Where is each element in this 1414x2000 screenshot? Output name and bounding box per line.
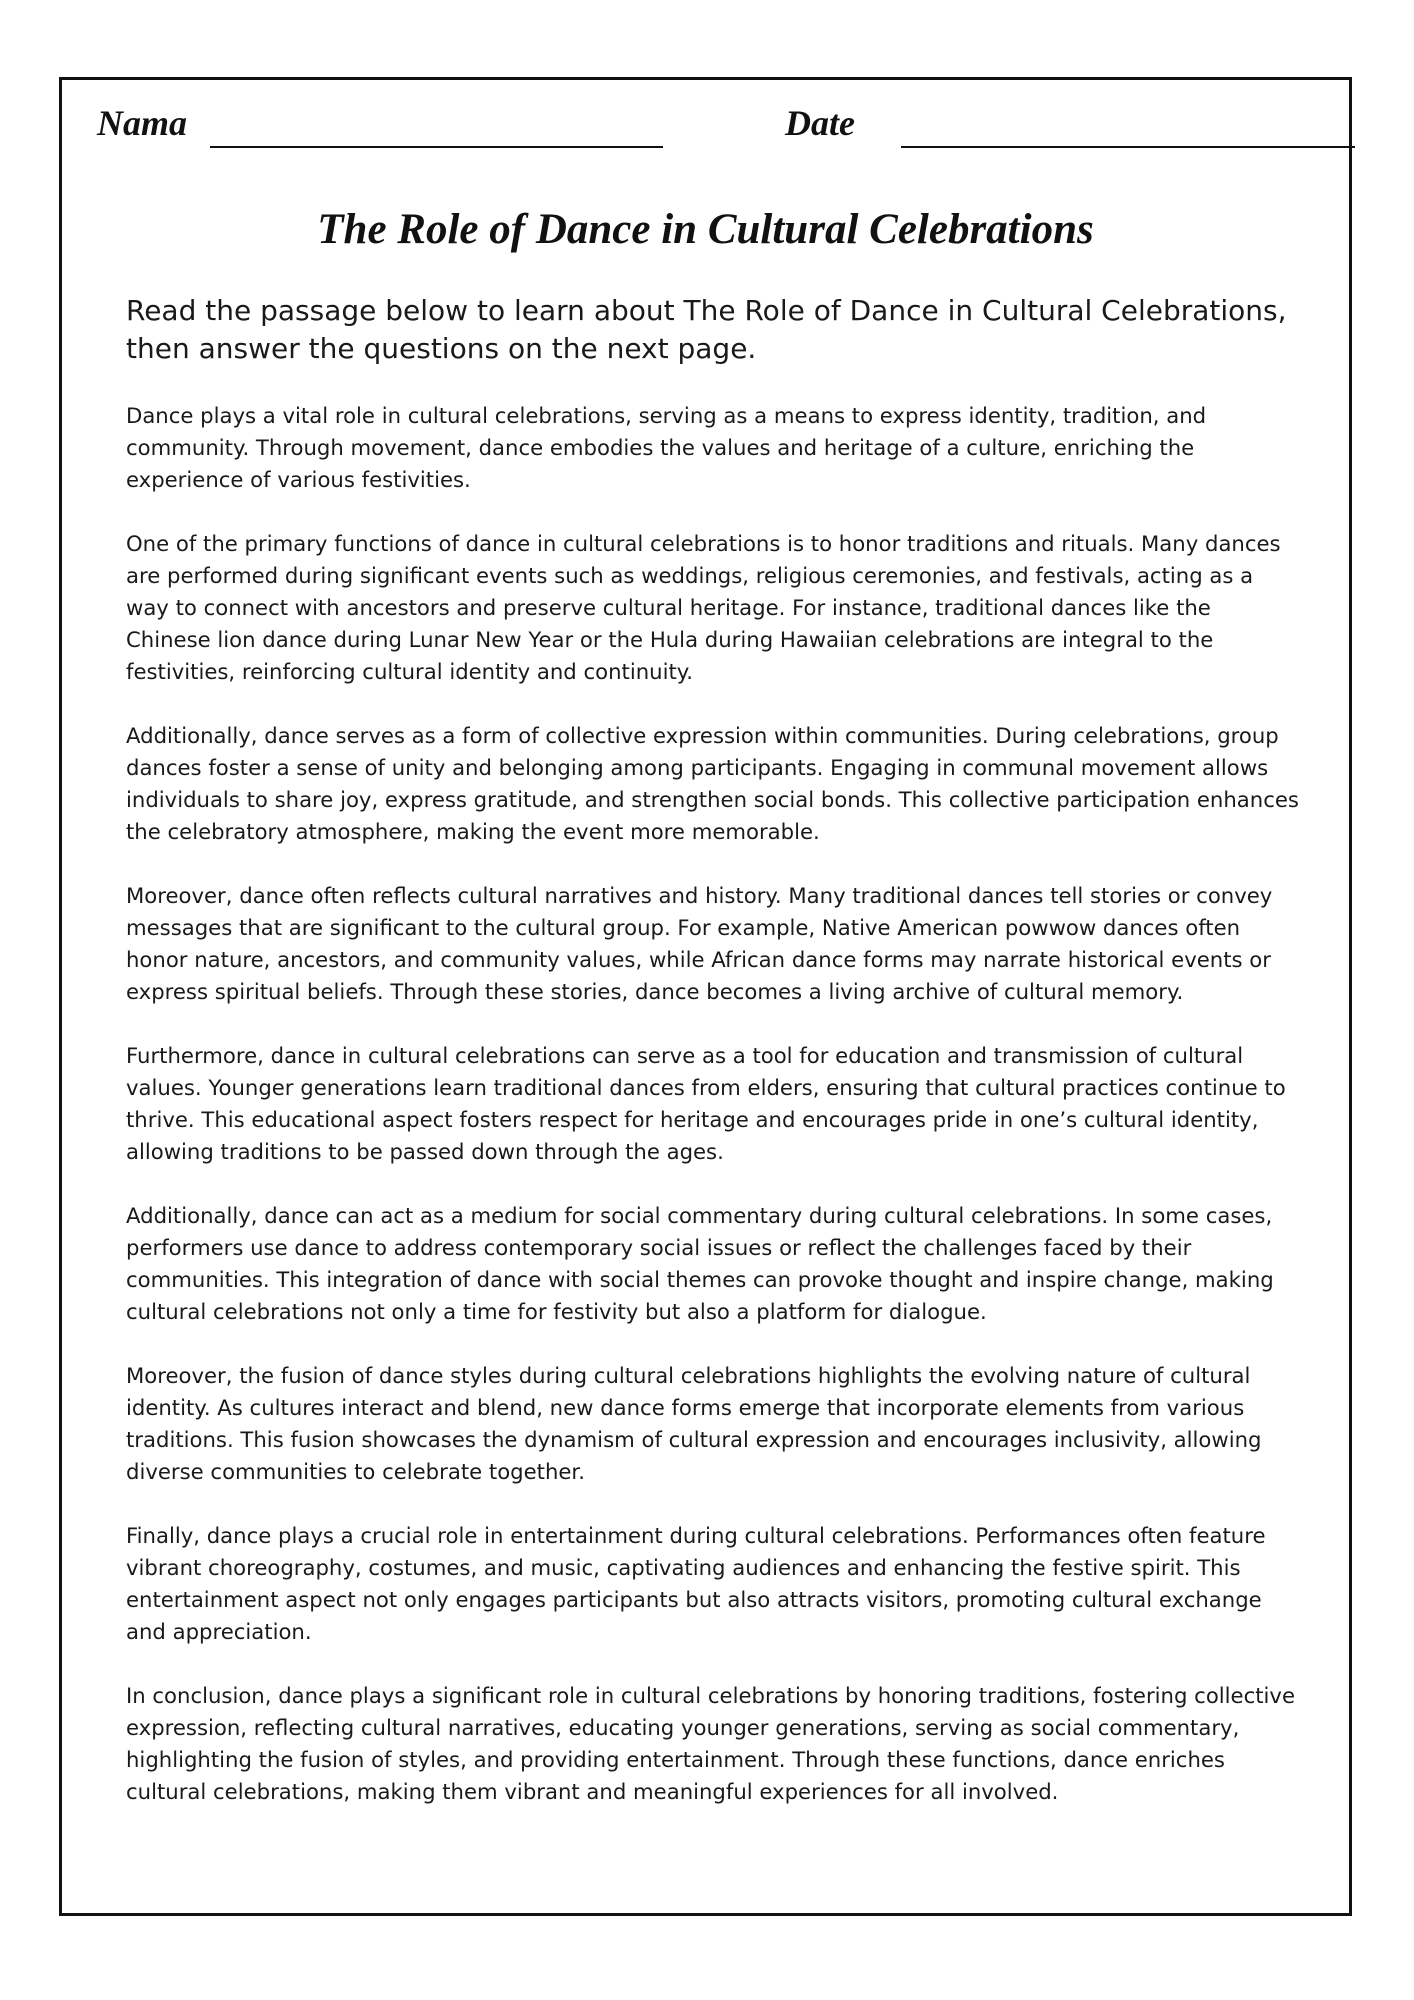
header-row — [97, 102, 1321, 162]
worksheet-frame — [59, 77, 1352, 1916]
passage — [126, 400, 1299, 1840]
passage-paragraph: Additionally, dance serves as a form of collective expression within communities. During celebrations, group dances foster a sense of unity and belonging among participants. Engaging in communal movement allows individuals to share joy, express gratitude, and strengthen social bonds. This collective participation enhances the celebratory atmosphere, making the event more memorable. — [126, 723, 1299, 844]
date-field[interactable] — [901, 146, 1355, 148]
passage-paragraph: Additionally, dance can act as a medium for social commentary during cultural celebrations. In some cases, performers use dance to address contemporary social issues or reflect the challenges faced by their communities. This integration of dance with social themes can provoke thought and inspire change, making cultural celebrations not only a time for festivity but also a platform for dialogue. — [126, 1203, 1274, 1324]
page-title: The Role of Dance in Cultural Celebrations — [317, 206, 1094, 253]
name-label: Nama — [97, 103, 187, 143]
name-field[interactable] — [210, 146, 663, 148]
passage-paragraph: In conclusion, dance plays a significant role in cultural celebrations by honoring traditions, fostering collective expression, reflecting cultural narratives, educating younger generations, serving as social commentary, highlighting the fusion of styles, and providing entertainment. Through these functions, dance enriches cultural celebrations, making them vibrant and meaningful experiences for all involved. — [126, 1683, 1296, 1804]
passage-paragraph: Furthermore, dance in cultural celebrations can serve as a tool for education and transmission of cultural values. Younger generations learn traditional dances from elders, ensuring that cultural practices continue to thrive. This educational aspect fosters respect for heritage and encourages pride in one’s cultural identity, allowing traditions to be passed down through the ages. — [126, 1043, 1286, 1164]
passage-paragraph: Dance plays a vital role in cultural celebrations, serving as a means to express identity, tradition, and community. Through movement, dance embodies the values and heritage of a culture, enriching the experience of various festivities. — [126, 403, 1207, 492]
passage-paragraph: One of the primary functions of dance in cultural celebrations is to honor traditions and rituals. Many dances are performed during significant events such as weddings, religious ceremonies, and festivals, acting as a way to connect with ancestors and preserve cultural heritage. For instance, traditional dances like the Chinese lion dance during Lunar New Year or the Hula during Hawaiian celebrations are integral to the festivities, reinforcing cultural identity and continuity. — [126, 531, 1281, 684]
passage-paragraph: Moreover, the fusion of dance styles during cultural celebrations highlights the evolving nature of cultural identity. As cultures interact and blend, new dance forms emerge that incorporate elements from various traditions. This fusion showcases the dynamism of cultural expression and encourages inclusivity, allowing diverse communities to celebrate together. — [126, 1363, 1262, 1484]
passage-paragraph: Finally, dance plays a crucial role in entertainment during cultural celebrations. Performances often feature vibrant choreography, costumes, and music, captivating audiences and enhancing the festive spirit. This entertainment aspect not only engages participants but also attracts visitors, promoting cultural exchange and appreciation. — [126, 1523, 1266, 1644]
instructions: Read the passage below to learn about The Role of Dance in Cultural Celebrations, then answer the questions on the next page. — [126, 294, 1287, 365]
date-label: Date — [785, 103, 855, 143]
passage-paragraph: Moreover, dance often reflects cultural narratives and history. Many traditional dances tell stories or convey messages that are significant to the cultural group. For example, Native American powwow dances often honor nature, ancestors, and community values, while African dance forms may narrate historical events or express spiritual beliefs. Through these stories, dance becomes a living archive of cultural memory. — [126, 883, 1273, 1004]
